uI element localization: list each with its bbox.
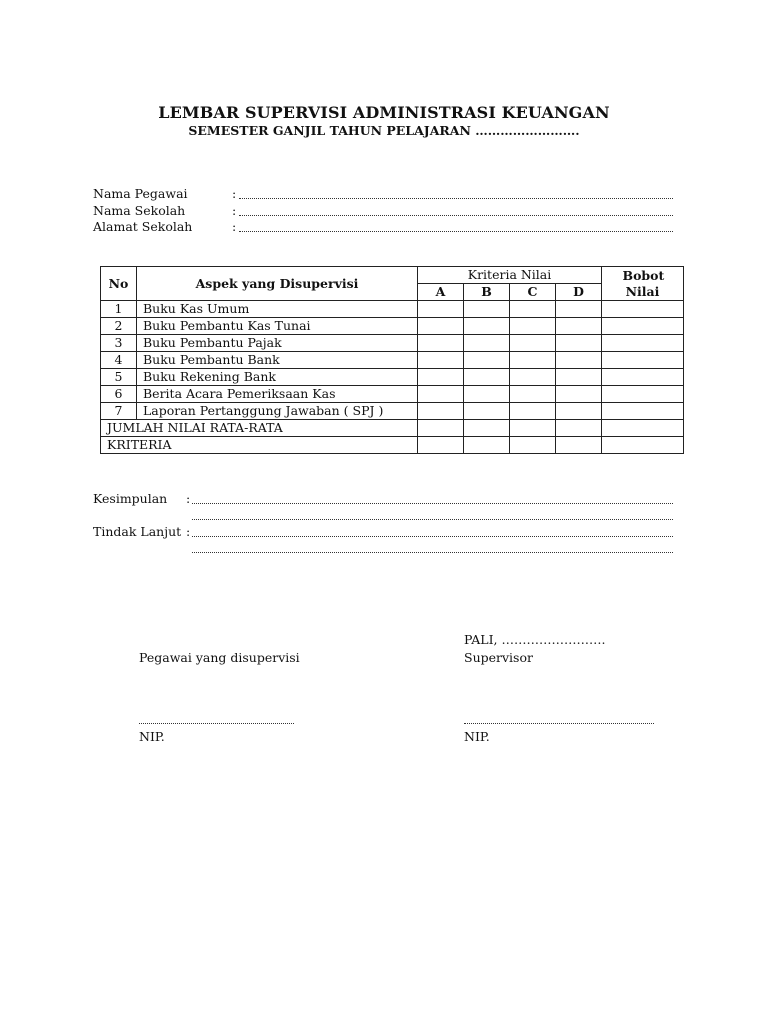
field-label: Nama Pegawai <box>93 186 188 201</box>
row-no: 7 <box>101 403 137 420</box>
cell-b[interactable] <box>464 437 510 454</box>
cell-b[interactable] <box>464 420 510 437</box>
table-row <box>101 318 684 335</box>
cell-d[interactable] <box>556 369 602 386</box>
cell-a[interactable] <box>418 318 464 335</box>
table-row <box>101 352 684 369</box>
cell-d[interactable] <box>556 352 602 369</box>
header-bobot <box>602 267 684 301</box>
document-subtitle: SEMESTER GANJIL TAHUN PELAJARAN ……………………. <box>188 123 580 138</box>
fill-line <box>239 186 673 199</box>
field-label: Nama Sekolah <box>93 203 186 218</box>
cell-bobot[interactable] <box>602 403 684 420</box>
field-colon: : <box>232 186 237 201</box>
cell-c[interactable] <box>510 369 556 386</box>
field-alamat-sekolah <box>93 219 673 235</box>
tindak-lanjut-colon: : <box>186 524 191 539</box>
cell-a[interactable] <box>418 386 464 403</box>
place-date: PALI, ……………………. <box>464 632 606 647</box>
right-nip: NIP. <box>464 729 490 744</box>
row-aspek: Buku Pembantu Kas Tunai <box>137 318 418 335</box>
cell-a[interactable] <box>418 420 464 437</box>
row-no: 1 <box>101 301 137 318</box>
row-aspek: Berita Acara Pemeriksaan Kas <box>137 386 418 403</box>
left-nip: NIP. <box>139 729 165 744</box>
table-row <box>101 403 684 420</box>
field-colon: : <box>232 219 237 234</box>
row-no: 5 <box>101 369 137 386</box>
summary-row-jumlah <box>101 420 684 437</box>
cell-bobot[interactable] <box>602 335 684 352</box>
cell-d[interactable] <box>556 318 602 335</box>
cell-c[interactable] <box>510 352 556 369</box>
cell-c[interactable] <box>510 403 556 420</box>
cell-bobot[interactable] <box>602 352 684 369</box>
table-row <box>101 386 684 403</box>
cell-a[interactable] <box>418 335 464 352</box>
cell-a[interactable] <box>418 403 464 420</box>
summary-label: JUMLAH NILAI RATA-RATA <box>101 420 418 437</box>
cell-bobot[interactable] <box>602 386 684 403</box>
cell-bobot[interactable] <box>602 318 684 335</box>
cell-b[interactable] <box>464 386 510 403</box>
cell-d[interactable] <box>556 335 602 352</box>
cell-d[interactable] <box>556 420 602 437</box>
kesimpulan-label: Kesimpulan <box>93 491 168 506</box>
table-row <box>101 335 684 352</box>
table-row <box>101 369 684 386</box>
row-no: 6 <box>101 386 137 403</box>
field-nama-pegawai <box>93 186 673 202</box>
cell-a[interactable] <box>418 369 464 386</box>
field-colon: : <box>232 203 237 218</box>
header-kriteria-b: B <box>464 284 510 301</box>
left-signature-line <box>139 711 294 724</box>
cell-b[interactable] <box>464 301 510 318</box>
header-kriteria-a: A <box>418 284 464 301</box>
cell-bobot[interactable] <box>602 301 684 318</box>
field-nama-sekolah <box>93 203 673 219</box>
cell-bobot[interactable] <box>602 369 684 386</box>
cell-d[interactable] <box>556 403 602 420</box>
fill-line <box>239 219 673 232</box>
cell-c[interactable] <box>510 301 556 318</box>
header-kriteria: Kriteria Nilai <box>418 267 602 284</box>
row-no: 2 <box>101 318 137 335</box>
cell-c[interactable] <box>510 386 556 403</box>
row-aspek: Laporan Pertanggung Jawaban ( SPJ ) <box>137 403 418 420</box>
fill-line <box>192 524 673 537</box>
tindak-lanjut-section <box>93 524 673 564</box>
right-signer-role: Supervisor <box>464 650 533 665</box>
header-kriteria-c: C <box>510 284 556 301</box>
table-row <box>101 301 684 318</box>
cell-d[interactable] <box>556 386 602 403</box>
row-no: 4 <box>101 352 137 369</box>
cell-b[interactable] <box>464 403 510 420</box>
fill-line <box>192 507 673 520</box>
cell-c[interactable] <box>510 318 556 335</box>
tindak-lanjut-label: Tindak Lanjut <box>93 524 182 539</box>
header-bobot-label: Bobot Nilai <box>622 267 665 299</box>
left-signer-role: Pegawai yang disupervisi <box>139 650 300 665</box>
cell-bobot[interactable] <box>602 420 684 437</box>
row-no: 3 <box>101 335 137 352</box>
summary-label: KRITERIA <box>101 437 418 454</box>
row-aspek: Buku Pembantu Pajak <box>137 335 418 352</box>
cell-d[interactable] <box>556 301 602 318</box>
fill-line <box>239 203 673 216</box>
cell-d[interactable] <box>556 437 602 454</box>
summary-row-kriteria <box>101 437 684 454</box>
cell-b[interactable] <box>464 352 510 369</box>
cell-c[interactable] <box>510 420 556 437</box>
cell-c[interactable] <box>510 335 556 352</box>
cell-a[interactable] <box>418 437 464 454</box>
document-title: LEMBAR SUPERVISI ADMINISTRASI KEUANGAN <box>158 103 610 122</box>
row-aspek: Buku Pembantu Bank <box>137 352 418 369</box>
fill-line <box>192 540 673 553</box>
cell-c[interactable] <box>510 437 556 454</box>
cell-b[interactable] <box>464 369 510 386</box>
header-aspek: Aspek yang Disupervisi <box>137 267 418 301</box>
row-aspek: Buku Kas Umum <box>137 301 418 318</box>
cell-a[interactable] <box>418 301 464 318</box>
kesimpulan-colon: : <box>186 491 191 506</box>
cell-b[interactable] <box>464 318 510 335</box>
right-signature-line <box>464 711 654 724</box>
field-label: Alamat Sekolah <box>93 219 193 234</box>
cell-b[interactable] <box>464 335 510 352</box>
header-kriteria-d: D <box>556 284 602 301</box>
row-aspek: Buku Rekening Bank <box>137 369 418 386</box>
fill-line <box>192 491 673 504</box>
cell-bobot[interactable] <box>602 437 684 454</box>
cell-a[interactable] <box>418 352 464 369</box>
header-no: No <box>101 267 137 301</box>
supervision-table <box>100 266 684 454</box>
